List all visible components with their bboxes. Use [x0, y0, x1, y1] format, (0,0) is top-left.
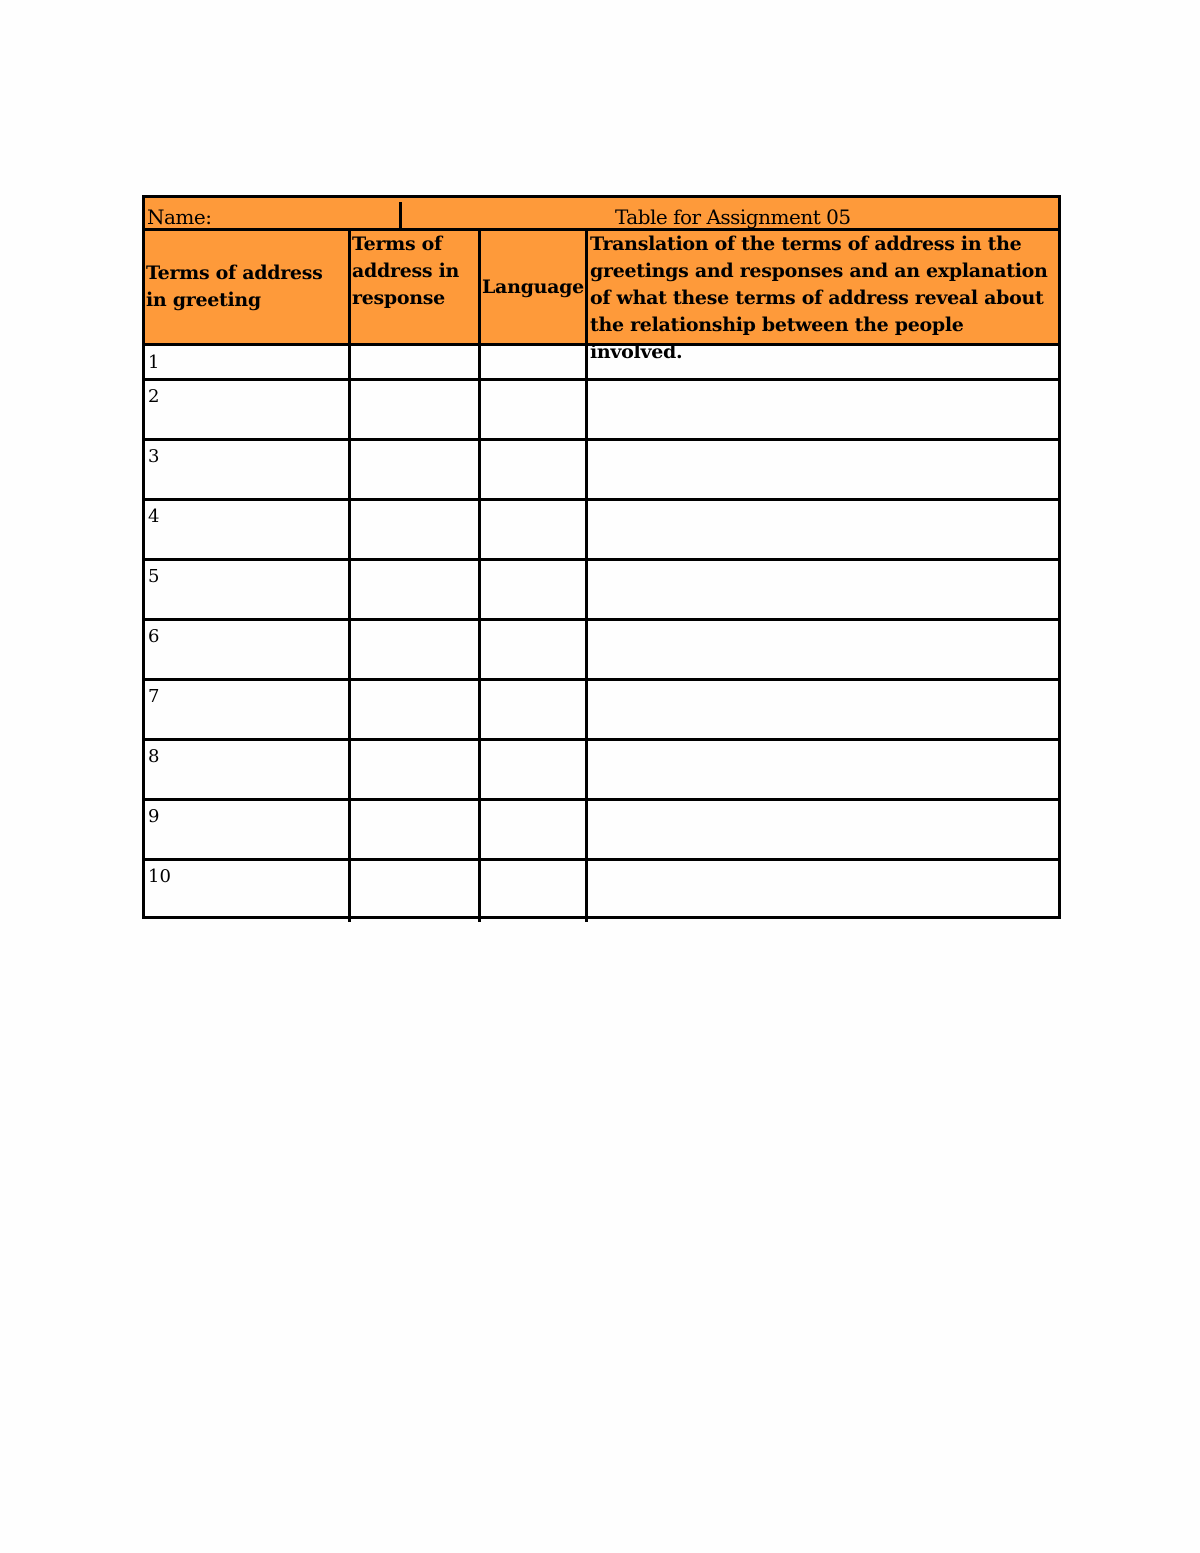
column-header-greeting-label: Terms of address in greeting — [146, 262, 323, 311]
row-number-7: 7 — [148, 686, 160, 707]
column-divider-1 — [348, 231, 351, 922]
row-separator — [145, 558, 1058, 561]
column-header-translation — [590, 231, 1058, 363]
column-header-language — [482, 231, 587, 343]
row-number-1: 1 — [148, 352, 160, 373]
row-separator — [145, 798, 1058, 801]
name-label: Name: — [147, 205, 212, 229]
column-header-language-label: Language — [482, 275, 584, 298]
row-number-6: 6 — [148, 626, 160, 647]
title-row — [145, 198, 1058, 231]
row-number-4: 4 — [148, 506, 160, 527]
row-number-9: 9 — [148, 806, 160, 827]
column-header-response-label: Terms of address in response — [352, 233, 460, 309]
column-header-row — [145, 231, 1058, 363]
row-separator — [145, 738, 1058, 741]
table-title: Table for Assignment 05 — [615, 205, 851, 229]
column-header-response — [352, 231, 478, 343]
row-number-2: 2 — [148, 386, 160, 407]
name-field-divider — [399, 202, 402, 228]
row-separator — [145, 498, 1058, 501]
row-number-8: 8 — [148, 746, 160, 767]
row-separator — [145, 438, 1058, 441]
row-separator — [145, 618, 1058, 621]
row-number-3: 3 — [148, 446, 160, 467]
row-number-5: 5 — [148, 566, 160, 587]
column-header-greeting — [146, 231, 349, 343]
assignment-table — [142, 195, 1061, 919]
row-separator — [145, 378, 1058, 381]
row-separator — [145, 678, 1058, 681]
column-divider-2 — [478, 231, 481, 922]
row-number-10: 10 — [148, 866, 171, 887]
column-divider-3 — [585, 231, 588, 922]
column-header-translation-label: Translation of the terms of address in the greetings and responses and an explanation of what these terms of address reveal about the relationship between the people involved. — [590, 233, 1048, 363]
row-separator — [145, 858, 1058, 861]
